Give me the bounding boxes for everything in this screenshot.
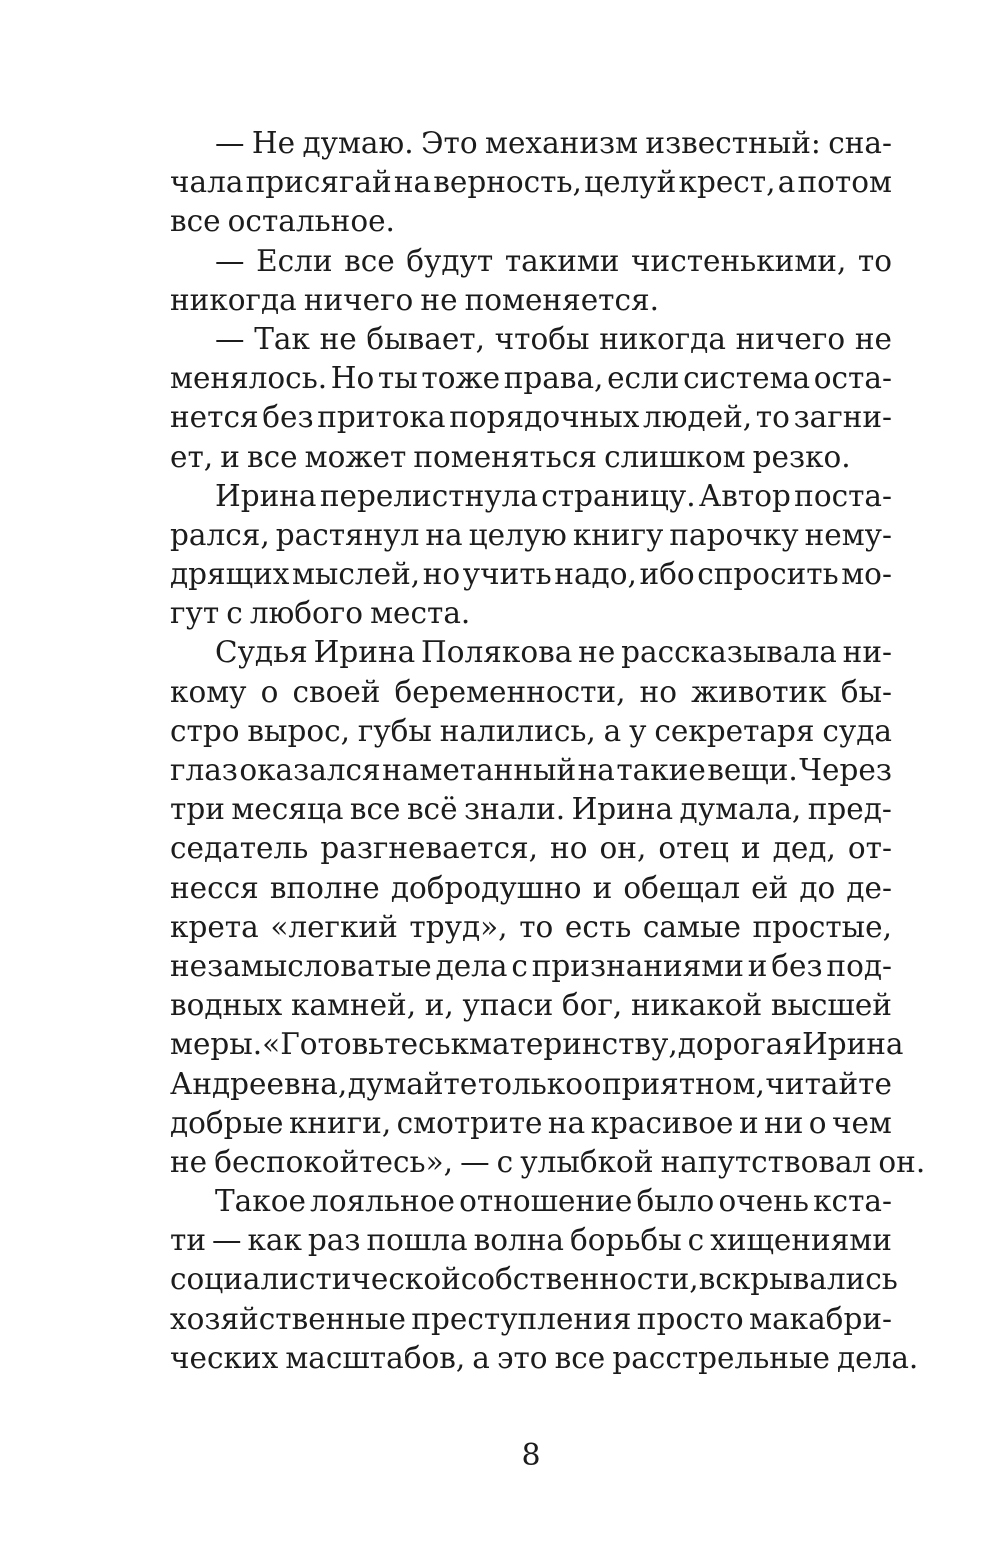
paragraph (170, 633, 926, 1182)
text-line: стро вырос, губы налились, а у секретаря суда (170, 713, 892, 748)
text-line: Андреевна, думайте только о приятном, читайте (170, 1066, 892, 1101)
text-line: все остальное. (170, 204, 395, 239)
text-line: Ирина перелистнула страницу. Автор поста- (215, 478, 892, 513)
page-number: 8 (521, 1438, 541, 1473)
page-text (170, 124, 926, 1378)
text-line: чала присягай на верность, целуй крест, а потом (170, 165, 892, 200)
text-line: добрые книги, смотрите на красивое и ни о чем (170, 1105, 892, 1140)
text-line: меры. «Готовьтесь к материнству, дорогая Ирина (170, 1027, 904, 1062)
text-line: — Так не бывает, чтобы никогда ничего не (215, 321, 892, 356)
text-line: кому о своей беременности, но животик бы- (170, 674, 892, 709)
text-line: менялось. Но ты тоже права, если система оста- (170, 361, 892, 396)
paragraph (170, 477, 892, 634)
text-line: хозяйственные преступления просто макабри- (170, 1301, 892, 1336)
text-line: несся вполне добродушно и обещал ей до де- (170, 870, 892, 905)
text-line: ческих масштабов, а это все расстрельные дела. (170, 1340, 919, 1375)
paragraph (170, 320, 892, 477)
text-line: седатель разгневается, но он, отец и дед, от- (170, 831, 892, 866)
text-line: Такое лояльное отношение было очень кста- (215, 1184, 892, 1219)
text-line: глаз оказался наметанный на такие вещи. Через (170, 753, 892, 787)
text-line: социалистической собственности, вскрывались (170, 1262, 898, 1297)
text-line: водных камней, и, упаси бог, никакой высшей (170, 988, 892, 1023)
paragraph (170, 242, 892, 320)
text-line: три месяца все всё знали. Ирина думала, пред- (170, 792, 892, 827)
text-line: незамысловатые дела с признаниями и без под- (170, 948, 892, 983)
text-line: дрящих мыслей, но учить надо, ибо спросить мо- (170, 557, 892, 592)
paragraph (170, 124, 892, 242)
paragraph (170, 1182, 919, 1378)
text-line: ти — как раз пошла волна борьбы с хищениями (170, 1223, 892, 1258)
text-line: нется без притока порядочных людей, то загни- (170, 400, 892, 435)
text-line: — Не думаю. Это механизм известный: сна- (215, 126, 892, 160)
text-line: Судья Ирина Полякова не рассказывала ни- (215, 635, 892, 670)
text-line: гут с любого места. (170, 596, 471, 631)
text-line: — Если все будут такими чистенькими, то (215, 243, 892, 278)
text-line: не беспокойтесь», — с улыбкой напутствовал он. (170, 1144, 926, 1179)
text-line: крета «легкий труд», то есть самые простые, (170, 909, 892, 944)
text-line: рался, растянул на целую книгу парочку нему- (170, 517, 892, 552)
text-line: ет, и все может поменяться слишком резко. (170, 439, 851, 474)
text-line: никогда ничего не поменяется. (170, 282, 659, 317)
